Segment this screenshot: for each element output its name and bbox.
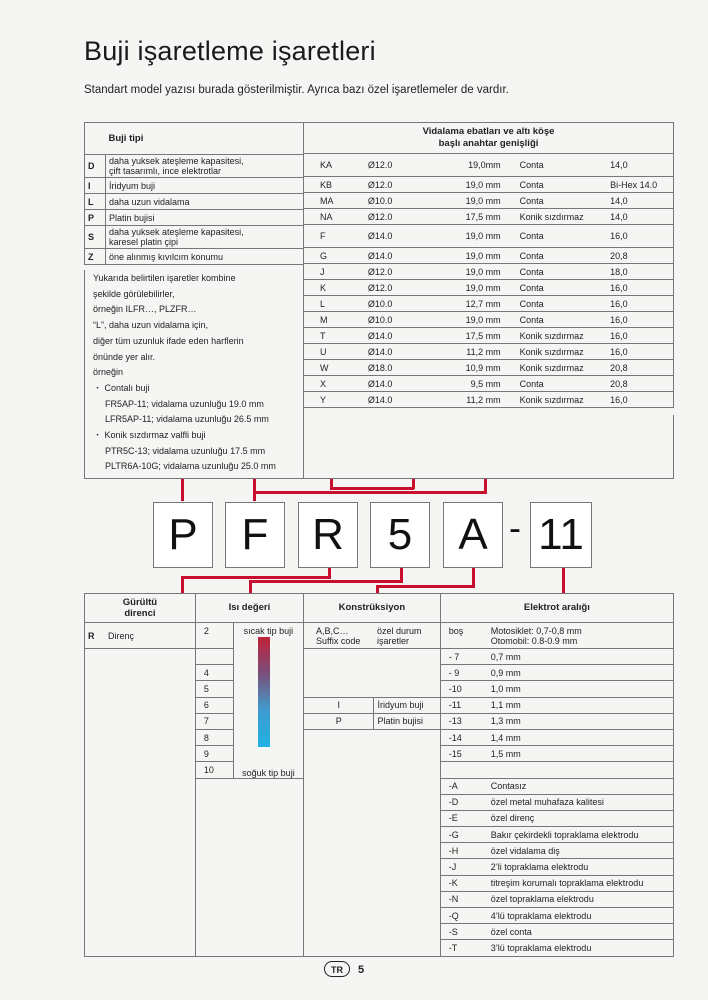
- vidalama-cell: F: [304, 225, 365, 248]
- buji-tipi-code: D: [85, 155, 106, 178]
- note-line: Yukarıda belirtilen işaretler kombine: [93, 273, 236, 283]
- vidalama-cell: Conta: [517, 154, 608, 177]
- isi-header: Isı değeri: [195, 594, 303, 623]
- note-line: ・ Contalı buji: [93, 382, 150, 393]
- vidalama-cell: Ø10.0: [365, 296, 430, 312]
- buji-tipi-row: [85, 194, 304, 210]
- vidalama-cell: Conta: [517, 225, 608, 248]
- konst-label: İridyum buji: [374, 697, 440, 713]
- vidalama-cell: 20,8: [607, 376, 673, 392]
- direnc-label: Direnç: [105, 623, 195, 649]
- vidalama-cell: 19,0 mm: [430, 312, 516, 328]
- vidalama-cell: G: [304, 248, 365, 264]
- note-line: PTR5C-13; vidalama uzunluğu 17.5 mm: [105, 445, 266, 456]
- vidalama-cell: MA: [304, 193, 365, 209]
- vidalama-row: [304, 154, 674, 177]
- vidalama-cell: Ø10.0: [365, 312, 430, 328]
- elektrot-code: -A: [440, 778, 488, 794]
- vidalama-cell: Conta: [517, 376, 608, 392]
- isi-value: 7: [195, 713, 233, 729]
- vidalama-row: [304, 248, 674, 264]
- vidalama-cell: Conta: [517, 312, 608, 328]
- buji-tipi-row: [85, 155, 304, 178]
- vidalama-cell: 19,0 mm: [430, 225, 516, 248]
- vidalama-cell: U: [304, 344, 365, 360]
- vidalama-row: [304, 193, 674, 209]
- vidalama-cell: T: [304, 328, 365, 344]
- code-box-r: R: [298, 502, 358, 568]
- vidalama-cell: 16,0: [607, 392, 673, 408]
- elektrot-desc: 1,0 mm: [488, 681, 674, 697]
- elektrot-desc: 3’lü topraklama elektrodu: [488, 940, 674, 956]
- vidalama-cell: Ø14.0: [365, 344, 430, 360]
- elektrot-desc: 2’li topraklama elektrodu: [488, 859, 674, 875]
- buji-tipi-table: [84, 122, 304, 265]
- note-line: örneğin ILFR…, PLZFR…: [93, 304, 197, 315]
- vidalama-cell: X: [304, 376, 365, 392]
- vidalama-row: [304, 344, 674, 360]
- note-line: FR5AP-11; vidalama uzunluğu 19.0 mm: [105, 398, 264, 409]
- elektrot-desc: özel metal muhafaza kalitesi: [488, 794, 674, 810]
- elektrot-code: -G: [440, 827, 488, 843]
- buji-tipi-header: Buji tipi: [106, 123, 304, 155]
- elektrot-desc: özel conta: [488, 924, 674, 940]
- vidalama-cell: KA: [304, 154, 365, 177]
- page-number: 5: [358, 964, 365, 976]
- elektrot-desc: Bakır çekirdekli topraklama elektrodu: [488, 827, 674, 843]
- isi-value: [195, 649, 233, 665]
- page-title: Buji işaretleme işaretleri: [84, 36, 376, 66]
- vidalama-cell: 10,9 mm: [430, 360, 516, 376]
- vidalama-cell: Konik sızdırmaz: [517, 344, 608, 360]
- vidalama-cell: KB: [304, 177, 365, 193]
- elektrot-desc: 1,4 mm: [488, 729, 674, 745]
- vidalama-cell: Ø14.0: [365, 376, 430, 392]
- elektrot-code: -Q: [440, 908, 488, 924]
- vidalama-cell: Ø14.0: [365, 248, 430, 264]
- vidalama-cell: M: [304, 312, 365, 328]
- vidalama-cell: Ø14.0: [365, 225, 430, 248]
- vidalama-cell: Ø18.0: [365, 360, 430, 376]
- vidalama-row: [304, 264, 674, 280]
- vidalama-row: [304, 177, 674, 193]
- buji-tipi-code: Z: [85, 249, 106, 265]
- elektrot-code: -N: [440, 891, 488, 907]
- vidalama-row: [304, 209, 674, 225]
- vidalama-row: [304, 328, 674, 344]
- marking-legend-table: [84, 593, 674, 957]
- vidalama-cell: 19,0 mm: [430, 193, 516, 209]
- elektrot-code: -10: [440, 681, 488, 697]
- vidalama-cell: 14,0: [607, 209, 673, 225]
- konst-code: I: [303, 697, 374, 713]
- vidalama-row: [304, 296, 674, 312]
- heat-gradient-bar: [258, 637, 270, 747]
- note-line: örneğin: [93, 367, 124, 378]
- vidalama-cell: 14,0: [607, 154, 673, 177]
- konst-header: Konstrüksiyon: [303, 594, 440, 623]
- elektrot-code: -D: [440, 794, 488, 810]
- buji-tipi-code: L: [85, 194, 106, 210]
- vidalama-cell: Ø12.0: [365, 154, 430, 177]
- isi-value: 9: [195, 746, 233, 762]
- vidalama-cell: 12,7 mm: [430, 296, 516, 312]
- vidalama-cell: 19,0mm: [430, 154, 516, 177]
- buji-tipi-desc: daha yuksek ateşleme kapasitesi, karesel platin çipi: [106, 226, 304, 249]
- elektrot-code: - 7: [440, 649, 488, 665]
- vidalama-cell: Konik sızdırmaz: [517, 392, 608, 408]
- buji-tipi-row: [85, 210, 304, 226]
- code-box-p: P: [153, 502, 213, 568]
- vidalama-cell: J: [304, 264, 365, 280]
- elektrot-code: -T: [440, 940, 488, 956]
- code-dash: -: [509, 507, 521, 548]
- elektrot-desc: özel direnç: [488, 810, 674, 826]
- vidalama-row: [304, 312, 674, 328]
- vidalama-row: [304, 376, 674, 392]
- elektrot-code: -14: [440, 729, 488, 745]
- isi-hot-label: sıcak tip buji: [233, 623, 303, 649]
- vidalama-row: [304, 225, 674, 248]
- elektrot-desc: 0,7 mm: [488, 649, 674, 665]
- elektrot-code: -E: [440, 810, 488, 826]
- vidalama-cell: 19,0 mm: [430, 264, 516, 280]
- legend-row: [85, 623, 674, 649]
- isi-value: 6: [195, 697, 233, 713]
- vidalama-cell: Ø12.0: [365, 209, 430, 225]
- vidalama-cell: 16,0: [607, 328, 673, 344]
- vidalama-cell: 19,0 mm: [430, 177, 516, 193]
- vidalama-cell: 14,0: [607, 193, 673, 209]
- vidalama-cell: L: [304, 296, 365, 312]
- buji-tipi-code: I: [85, 178, 106, 194]
- elektrot-code: -15: [440, 746, 488, 762]
- konst-code: P: [303, 713, 374, 729]
- buji-tipi-desc: daha yuksek ateşleme kapasitesi, çift tasarımlı, ince elektrotlar: [106, 155, 304, 178]
- vidalama-cell: Conta: [517, 296, 608, 312]
- elektrot-code: [440, 762, 488, 778]
- language-badge: TR: [324, 961, 350, 977]
- vidalama-cell: Conta: [517, 248, 608, 264]
- note-line: önünde yer alır.: [93, 351, 156, 362]
- vidalama-cell: Conta: [517, 177, 608, 193]
- vidalama-cell: Konik sızdırmaz: [517, 328, 608, 344]
- vidalama-cell: 16,0: [607, 225, 673, 248]
- vidalama-cell: Bi-Hex 14.0: [607, 177, 673, 193]
- vidalama-cell: 16,0: [607, 312, 673, 328]
- buji-tipi-notes: [84, 270, 304, 479]
- note-line: “L”, daha uzun vidalama için,: [93, 320, 209, 331]
- vidalama-row: [304, 280, 674, 296]
- vidalama-cell: Ø10.0: [365, 193, 430, 209]
- vidalama-cell: W: [304, 360, 365, 376]
- vidalama-cell: NA: [304, 209, 365, 225]
- isi-value: 8: [195, 729, 233, 745]
- direnc-code: R: [85, 623, 106, 649]
- vidalama-cell: 19,0 mm: [430, 280, 516, 296]
- vidalama-row: [304, 392, 674, 408]
- elektrot-desc: titreşim korumalı topraklama elektrodu: [488, 875, 674, 891]
- vidalama-cell: 11,2 mm: [430, 344, 516, 360]
- vidalama-cell: Ø14.0: [365, 328, 430, 344]
- elektrot-desc: 1,1 mm: [488, 697, 674, 713]
- isi-value: 4: [195, 665, 233, 681]
- elektrot-code: -H: [440, 843, 488, 859]
- vidalama-cell: Ø12.0: [365, 280, 430, 296]
- vidalama-row: [304, 360, 674, 376]
- elektrot-code: - 9: [440, 665, 488, 681]
- note-line: PLTR6A-10G; vidalama uzunluğu 25.0 mm: [105, 461, 276, 472]
- elektrot-code: -S: [440, 924, 488, 940]
- elektrot-desc: [488, 762, 674, 778]
- elektrot-desc: 0,9 mm: [488, 665, 674, 681]
- vidalama-cell: Conta: [517, 264, 608, 280]
- code-box-5: 5: [370, 502, 430, 568]
- elektrot-desc: 4’lü topraklama elektrodu: [488, 908, 674, 924]
- vidalama-cell: 20,8: [607, 360, 673, 376]
- buji-tipi-desc: daha uzun vidalama: [106, 194, 304, 210]
- vidalama-cell: Konik sızdırmaz: [517, 209, 608, 225]
- legend-row: [85, 649, 674, 665]
- elektrot-code: -K: [440, 875, 488, 891]
- vidalama-cell: 11,2 mm: [430, 392, 516, 408]
- elektrot-desc: Contasız: [488, 778, 674, 794]
- code-box-f: F: [225, 502, 285, 568]
- buji-tipi-row: [85, 249, 304, 265]
- vidalama-cell: Ø12.0: [365, 177, 430, 193]
- vidalama-cell: 17,5 mm: [430, 209, 516, 225]
- vidalama-table: [303, 122, 674, 408]
- vidalama-cell: Konik sızdırmaz: [517, 360, 608, 376]
- elektrot-header: Elektrot aralığı: [440, 594, 673, 623]
- vidalama-cell: Conta: [517, 193, 608, 209]
- vidalama-cell: 9,5 mm: [430, 376, 516, 392]
- vidalama-cell: Ø14.0: [365, 392, 430, 408]
- vidalama-cell: 17,5 mm: [430, 328, 516, 344]
- vidalama-cell: 18,0: [607, 264, 673, 280]
- elektrot-desc: 1,5 mm: [488, 746, 674, 762]
- elektrot-code: -J: [440, 859, 488, 875]
- note-line: ・ Konik sızdırmaz valfli buji: [93, 430, 206, 441]
- isi-value: 2: [195, 623, 233, 649]
- vidalama-cell: Conta: [517, 280, 608, 296]
- buji-tipi-desc: Platin bujisi: [106, 210, 304, 226]
- elektrot-desc: özel topraklama elektrodu: [488, 891, 674, 907]
- elektrot-code: boş: [440, 623, 488, 649]
- suffix-code: A,B,C… Suffix code: [303, 623, 374, 649]
- vidalama-cell: 16,0: [607, 296, 673, 312]
- elektrot-desc: özel vidalama diş: [488, 843, 674, 859]
- buji-tipi-desc: öne alınmış kıvılcım konumu: [106, 249, 304, 265]
- buji-tipi-row: [85, 178, 304, 194]
- elektrot-desc: 1,3 mm: [488, 713, 674, 729]
- vidalama-cell: 16,0: [607, 280, 673, 296]
- elektrot-desc: Motosiklet: 0,7-0,8 mm Otomobil: 0.8-0.9 mm: [488, 623, 674, 649]
- vidalama-cell: Y: [304, 392, 365, 408]
- page-subtitle: Standart model yazısı burada gösterilmiştir. Ayrıca bazı özel işaretlemeler de vardır.: [84, 84, 509, 96]
- code-box-a: A: [443, 502, 503, 568]
- vidalama-cell: Ø12.0: [365, 264, 430, 280]
- elektrot-code: -13: [440, 713, 488, 729]
- note-line: LFR5AP-11; vidalama uzunluğu 26.5 mm: [105, 414, 269, 425]
- buji-tipi-code: P: [85, 210, 106, 226]
- buji-tipi-desc: İridyum buji: [106, 178, 304, 194]
- buji-tipi-row: [85, 226, 304, 249]
- konst-label: Platin bujisi: [374, 713, 440, 729]
- vidalama-header: Vidalama ebatları ve altı köşe başlı anahtar genişliği: [304, 123, 674, 154]
- elektrot-code: -11: [440, 697, 488, 713]
- suffix-desc: özel durum işaretler: [374, 623, 440, 649]
- gurultu-header: Gürültü direnci: [85, 594, 196, 623]
- code-box-11: 11: [530, 502, 592, 568]
- isi-cold-label: soğuk tip buji: [233, 762, 303, 778]
- buji-tipi-code: S: [85, 226, 106, 249]
- vidalama-cell: K: [304, 280, 365, 296]
- vidalama-cell: 19,0 mm: [430, 248, 516, 264]
- note-line: diğer tüm uzunluk ifade eden harflerin: [93, 335, 244, 346]
- vidalama-cell: 20,8: [607, 248, 673, 264]
- vidalama-cell: 16,0: [607, 344, 673, 360]
- note-line: şekilde görülebilirler,: [93, 288, 175, 299]
- isi-value: 10: [195, 762, 233, 778]
- isi-value: 5: [195, 681, 233, 697]
